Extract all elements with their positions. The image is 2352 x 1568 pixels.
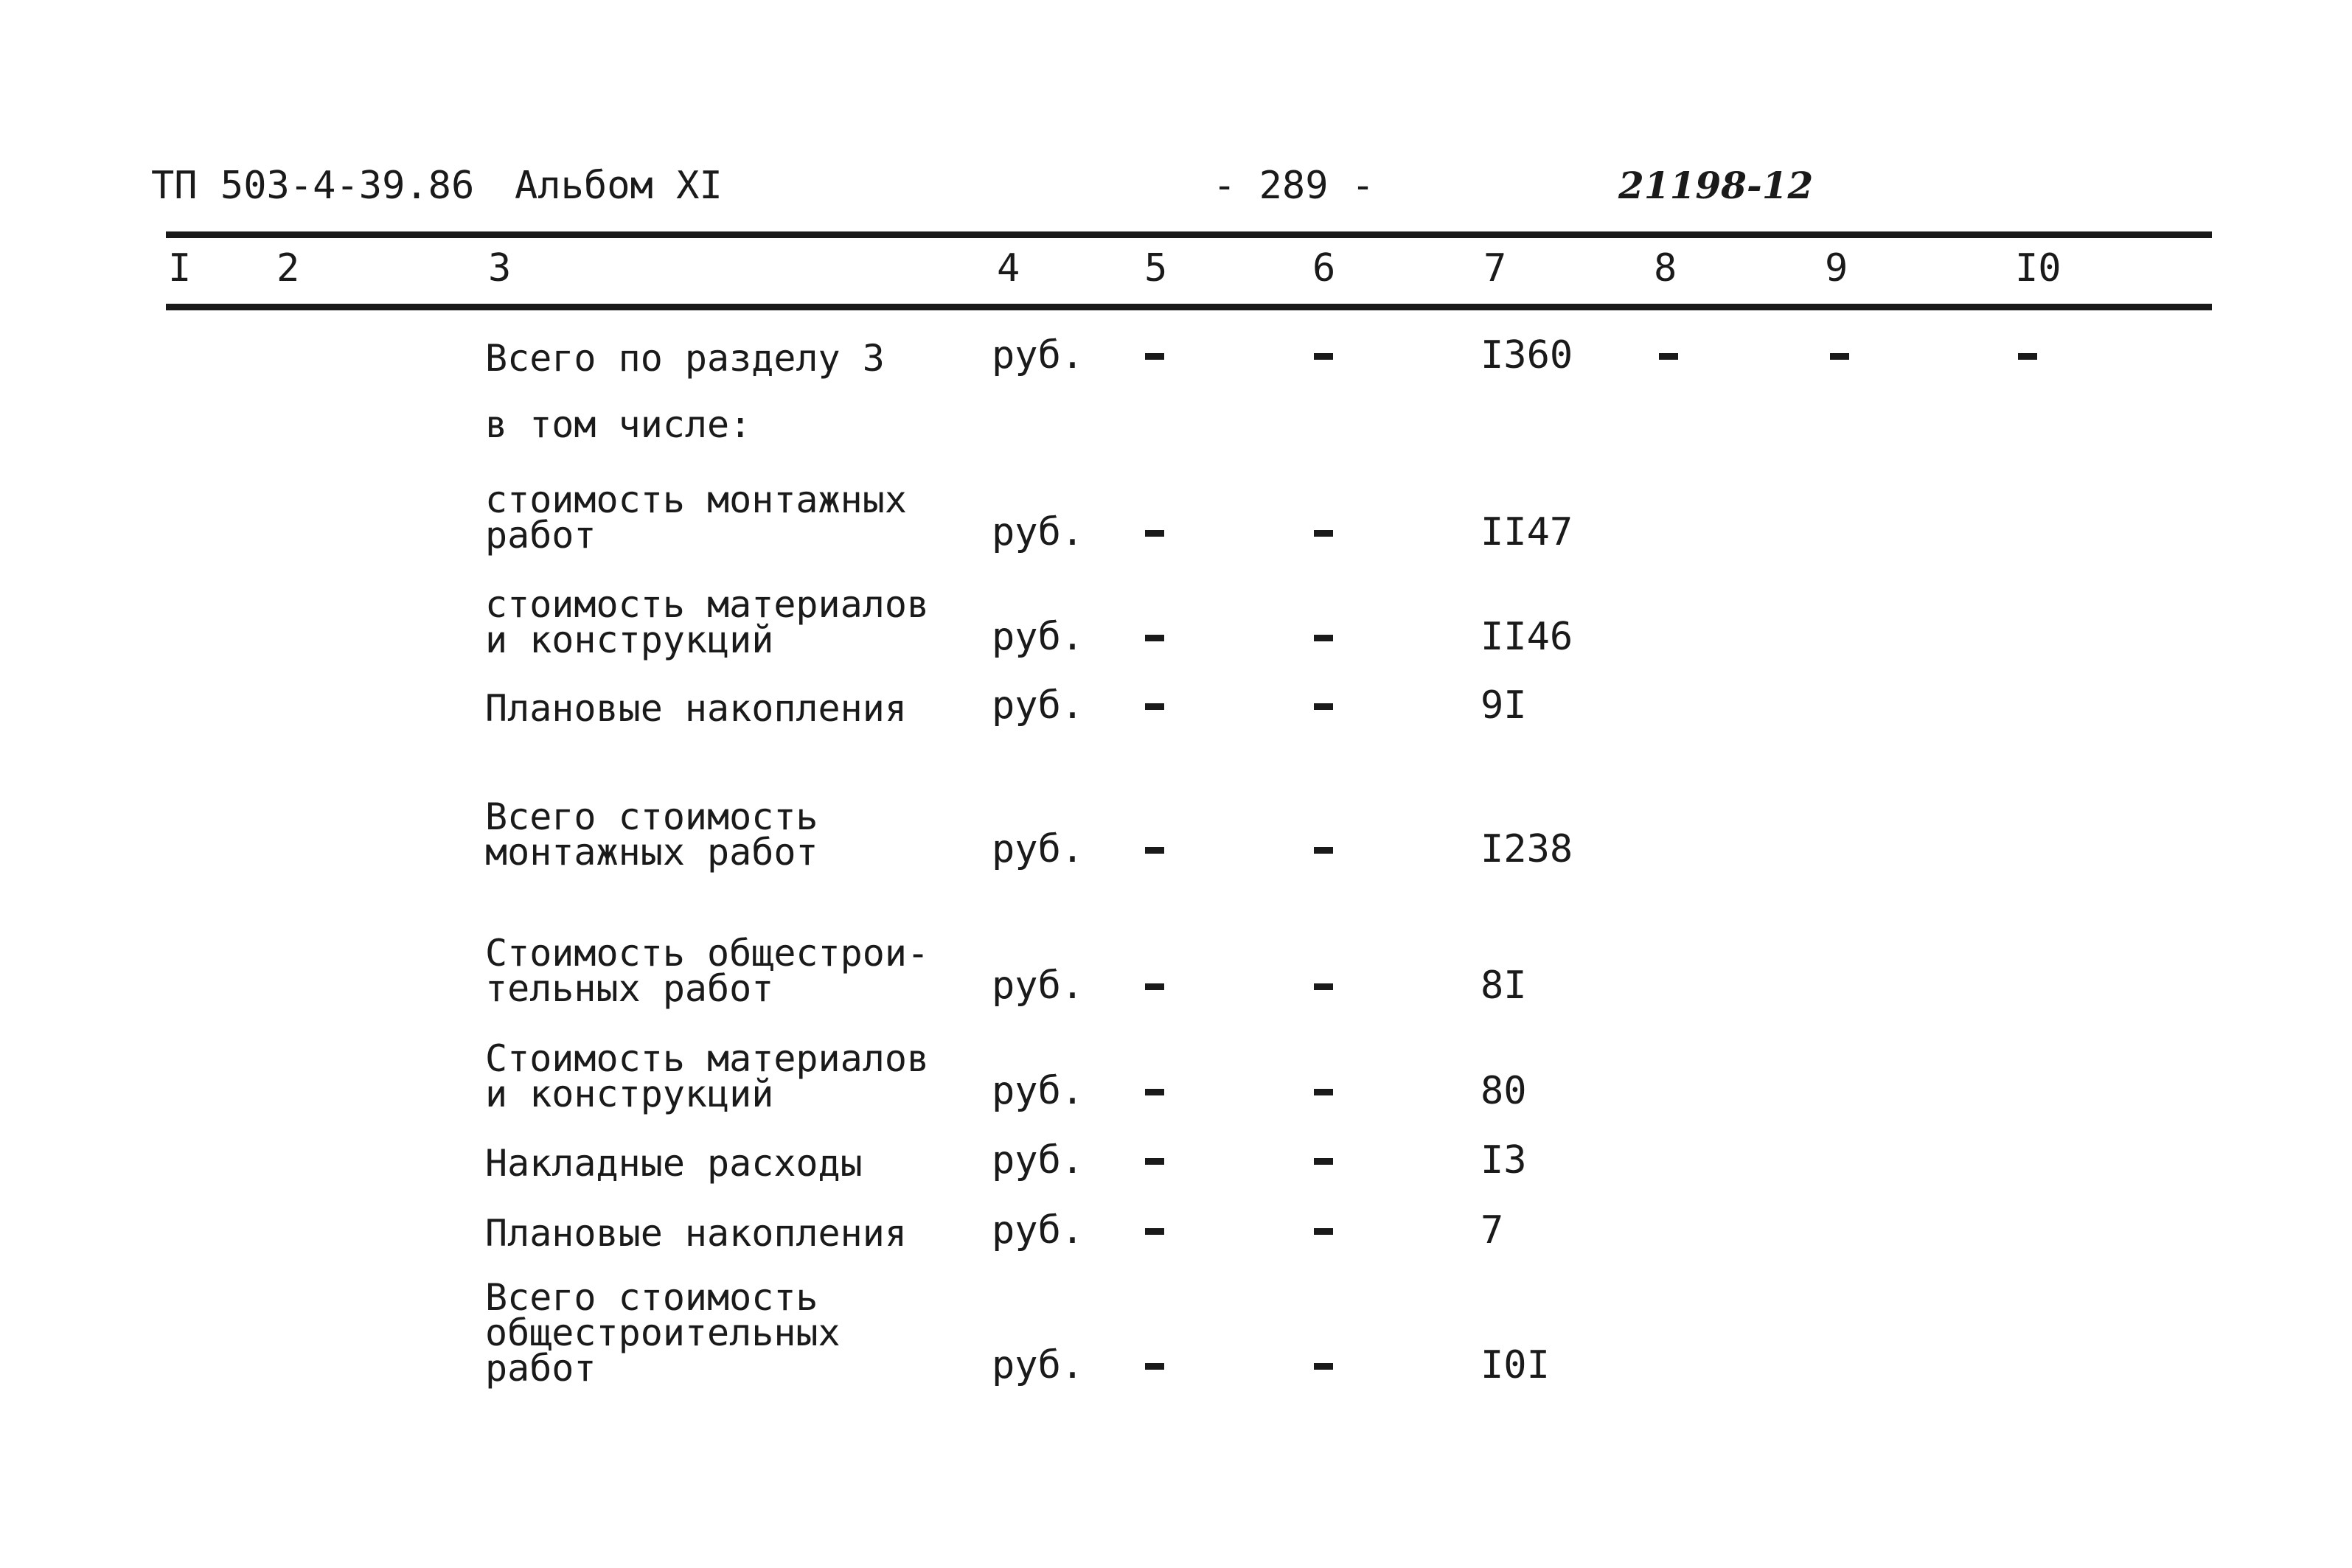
page-header: [0, 0, 2352, 236]
value-cell: I360: [1481, 333, 1573, 377]
column-header: 8: [1654, 246, 1677, 290]
row-label: Плановые накопления: [485, 1212, 907, 1255]
column-header: I0: [2015, 246, 2062, 290]
unit-cell: руб.: [992, 683, 1085, 728]
row-label: Всего стоимость общестроительных работ: [485, 1276, 841, 1390]
value-cell: 9I: [1481, 683, 1527, 728]
row-label: стоимость монтажных работ: [485, 478, 907, 557]
row-label: Всего стоимость монтажных работ: [485, 795, 818, 874]
unit-cell: руб.: [992, 333, 1085, 377]
row-label: Стоимость материалов и конструкций: [485, 1037, 930, 1115]
unit-cell: руб.: [992, 1138, 1085, 1182]
value-cell: 7: [1481, 1208, 1504, 1252]
column-header-row: [0, 243, 2352, 302]
row-label: Стоимость общестрои- тельных работ: [485, 932, 930, 1010]
column-header: I: [168, 246, 192, 290]
column-header: 2: [276, 246, 300, 290]
dash-cell: [1145, 1363, 1164, 1370]
album-title: Альбом XI: [515, 164, 723, 208]
column-header: 9: [1825, 246, 1848, 290]
estimate-table: [0, 317, 2352, 1496]
handwritten-reference: 21198-12: [1618, 164, 1814, 207]
value-cell: I0I: [1481, 1343, 1550, 1387]
unit-cell: руб.: [992, 615, 1085, 659]
row-label: Всего по разделу 3: [485, 337, 885, 380]
row-label: в том числе:: [485, 403, 752, 446]
value-cell: 80: [1481, 1069, 1527, 1113]
column-header: 3: [488, 246, 512, 290]
unit-cell: руб.: [992, 1069, 1085, 1113]
unit-cell: руб.: [992, 1208, 1085, 1252]
row-label: Плановые накопления: [485, 687, 907, 730]
row-label: Накладные расходы: [485, 1142, 863, 1185]
unit-cell: руб.: [992, 510, 1085, 554]
column-header: 7: [1483, 246, 1507, 290]
document-code: ТП 503-4-39.86: [151, 164, 475, 208]
value-cell: II47: [1481, 510, 1573, 554]
table-row: [0, 317, 2352, 1390]
table-top-rule: [166, 231, 2212, 238]
value-cell: 8I: [1481, 964, 1527, 1008]
unit-cell: руб.: [992, 964, 1085, 1008]
value-cell: II46: [1481, 615, 1573, 659]
row-label: стоимость материалов и конструкций: [485, 583, 930, 661]
column-header: 6: [1312, 246, 1336, 290]
unit-cell: руб.: [992, 827, 1085, 871]
value-cell: I3: [1481, 1138, 1527, 1182]
unit-cell: руб.: [992, 1343, 1085, 1387]
column-header: 5: [1144, 246, 1168, 290]
value-cell: I238: [1481, 827, 1573, 871]
table-header-rule: [166, 304, 2212, 310]
dash-cell: [1314, 1363, 1333, 1370]
column-header: 4: [997, 246, 1020, 290]
page-number: - 289 -: [1213, 164, 1375, 208]
